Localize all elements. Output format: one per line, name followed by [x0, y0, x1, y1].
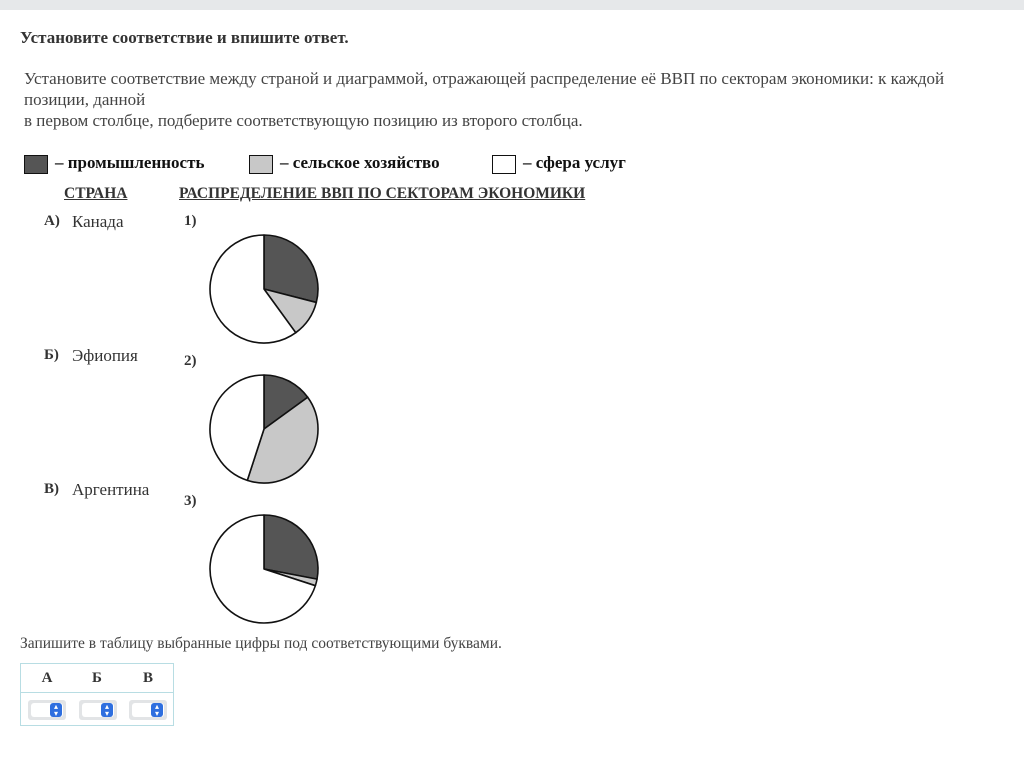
chart-number: 1) — [184, 213, 197, 229]
answer-header: Б — [92, 670, 102, 686]
select-arrows-icon[interactable]: ▴ ▾ — [50, 703, 62, 717]
chart-number: 2) — [184, 353, 197, 369]
select-arrows-icon[interactable]: ▴ ▾ — [101, 703, 113, 717]
task-text-line: Установите соответствие между страной и диаграммой, отражающей распределение её ВВП по секторам экономики: к каждой — [24, 69, 945, 88]
country-name: Аргентина — [72, 480, 150, 499]
task-title: Установите соответствие и впишите ответ. — [20, 28, 349, 47]
answer-select-a[interactable] — [28, 700, 66, 720]
answer-select-b[interactable] — [79, 700, 117, 720]
pie-chart-3 — [206, 511, 322, 627]
country-letter: А) — [44, 213, 60, 229]
task-text — [24, 68, 1014, 131]
pie-chart-2 — [206, 371, 322, 487]
top-bar — [0, 0, 1024, 10]
select-arrows-icon[interactable]: ▴ ▾ — [151, 703, 163, 717]
answer-header: В — [142, 670, 153, 686]
answer-table — [20, 663, 174, 726]
answer-select-c[interactable] — [129, 700, 167, 720]
legend-label: – промышленность — [55, 153, 205, 172]
country-name: Канада — [72, 212, 124, 231]
answer-instruction: Запишите в таблицу выбранные цифры под соответствующими буквами. — [20, 635, 502, 652]
task-text-line: в первом столбце, подберите соответствующую позицию из второго столбца. — [24, 111, 583, 130]
country-letter: Б) — [44, 347, 59, 363]
chart-number: 3) — [184, 493, 197, 509]
country-name: Эфиопия — [72, 346, 138, 365]
task-text-line: позиции, данной — [24, 90, 146, 109]
answer-header: А — [41, 670, 53, 686]
pie-chart-1 — [206, 231, 322, 347]
legend-swatch-agriculture — [249, 155, 273, 174]
country-column-header: СТРАНА — [64, 185, 128, 202]
legend-swatch-services — [492, 155, 516, 174]
legend-label: – сельское хозяйство — [280, 153, 440, 172]
country-letter: В) — [44, 481, 59, 497]
pie-slice-industry — [264, 515, 318, 579]
answer-divider — [21, 692, 173, 693]
legend-label: – сфера услуг — [523, 153, 626, 172]
chart-column-header: РАСПРЕДЕЛЕНИЕ ВВП ПО СЕКТОРАМ ЭКОНОМИКИ — [179, 185, 586, 202]
legend-swatch-industry — [24, 155, 48, 174]
